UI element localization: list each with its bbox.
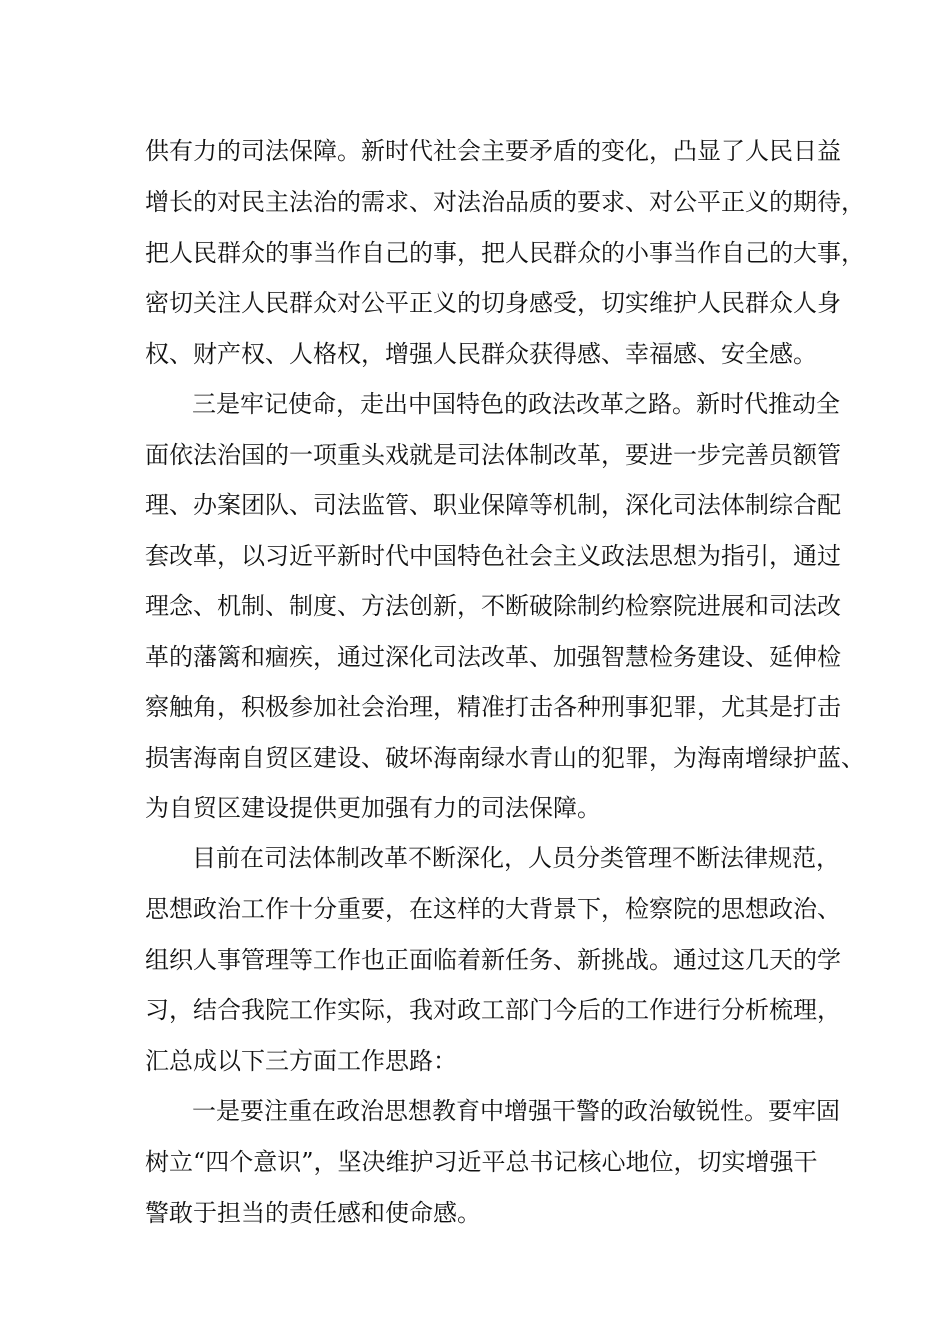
- paragraph-2-line-5: 理念、机制、制度、方法创新，不断破除制约检察院进展和司法改: [145, 592, 841, 620]
- paragraph-2-line-4: 套改革，以习近平新时代中国特色社会主义政法思想为指引，通过: [145, 542, 841, 570]
- paragraph-1-line-3: 把人民群众的事当作自己的事，把人民群众的小事当作自己的大事，: [145, 239, 865, 267]
- paragraph-4-line-1: 一是要注重在政治思想教育中增强干警的政治敏锐性。要牢固: [192, 1097, 840, 1125]
- paragraph-2-line-9: 为自贸区建设提供更加强有力的司法保障。: [145, 794, 601, 822]
- paragraph-3-line-4: 习，结合我院工作实际，我对政工部门今后的工作进行分析梳理，: [145, 996, 841, 1024]
- paragraph-3-line-1: 目前在司法体制改革不断深化，人员分类管理不断法律规范，: [192, 844, 840, 872]
- paragraph-1-line-2: 增长的对民主法治的需求、对法治品质的要求、对公平正义的期待，: [145, 188, 865, 216]
- paragraph-2-line-6: 革的藩篱和痼疾，通过深化司法改革、加强智慧检务建设、延伸检: [145, 643, 841, 671]
- paragraph-1-line-1: 供有力的司法保障。新时代社会主要矛盾的变化，凸显了人民日益: [145, 137, 841, 165]
- paragraph-2-line-7: 察触角，积极参加社会治理，精准打击各种刑事犯罪，尤其是打击: [145, 693, 841, 721]
- paragraph-4-line-2: 树立“四个意识”，坚决维护习近平总书记核心地位，切实增强干: [145, 1148, 818, 1176]
- paragraph-3-line-3: 组织人事管理等工作也正面临着新任务、新挑战。通过这几天的学: [145, 946, 841, 974]
- paragraph-2-line-8: 损害海南自贸区建设、破坏海南绿水青山的犯罪，为海南增绿护蓝、: [145, 744, 865, 772]
- paragraph-3-line-2: 思想政治工作十分重要，在这样的大背景下，检察院的思想政治、: [145, 895, 841, 923]
- paragraph-2-line-2: 面依法治国的一项重头戏就是司法体制改革，要进一步完善员额管: [145, 441, 841, 469]
- paragraph-2-line-1: 三是牢记使命，走出中国特色的政法改革之路。新时代推动全: [192, 390, 840, 418]
- paragraph-1-line-4: 密切关注人民群众对公平正义的切身感受，切实维护人民群众人身: [145, 289, 841, 317]
- paragraph-1-line-5: 权、财产权、人格权，增强人民群众获得感、幸福感、安全感。: [145, 340, 817, 368]
- paragraph-4-line-3: 警敢于担当的责任感和使命感。: [145, 1199, 481, 1227]
- paragraph-3-line-5: 汇总成以下三方面工作思路：: [145, 1047, 457, 1075]
- paragraph-2-line-3: 理、办案团队、司法监管、职业保障等机制，深化司法体制综合配: [145, 491, 841, 519]
